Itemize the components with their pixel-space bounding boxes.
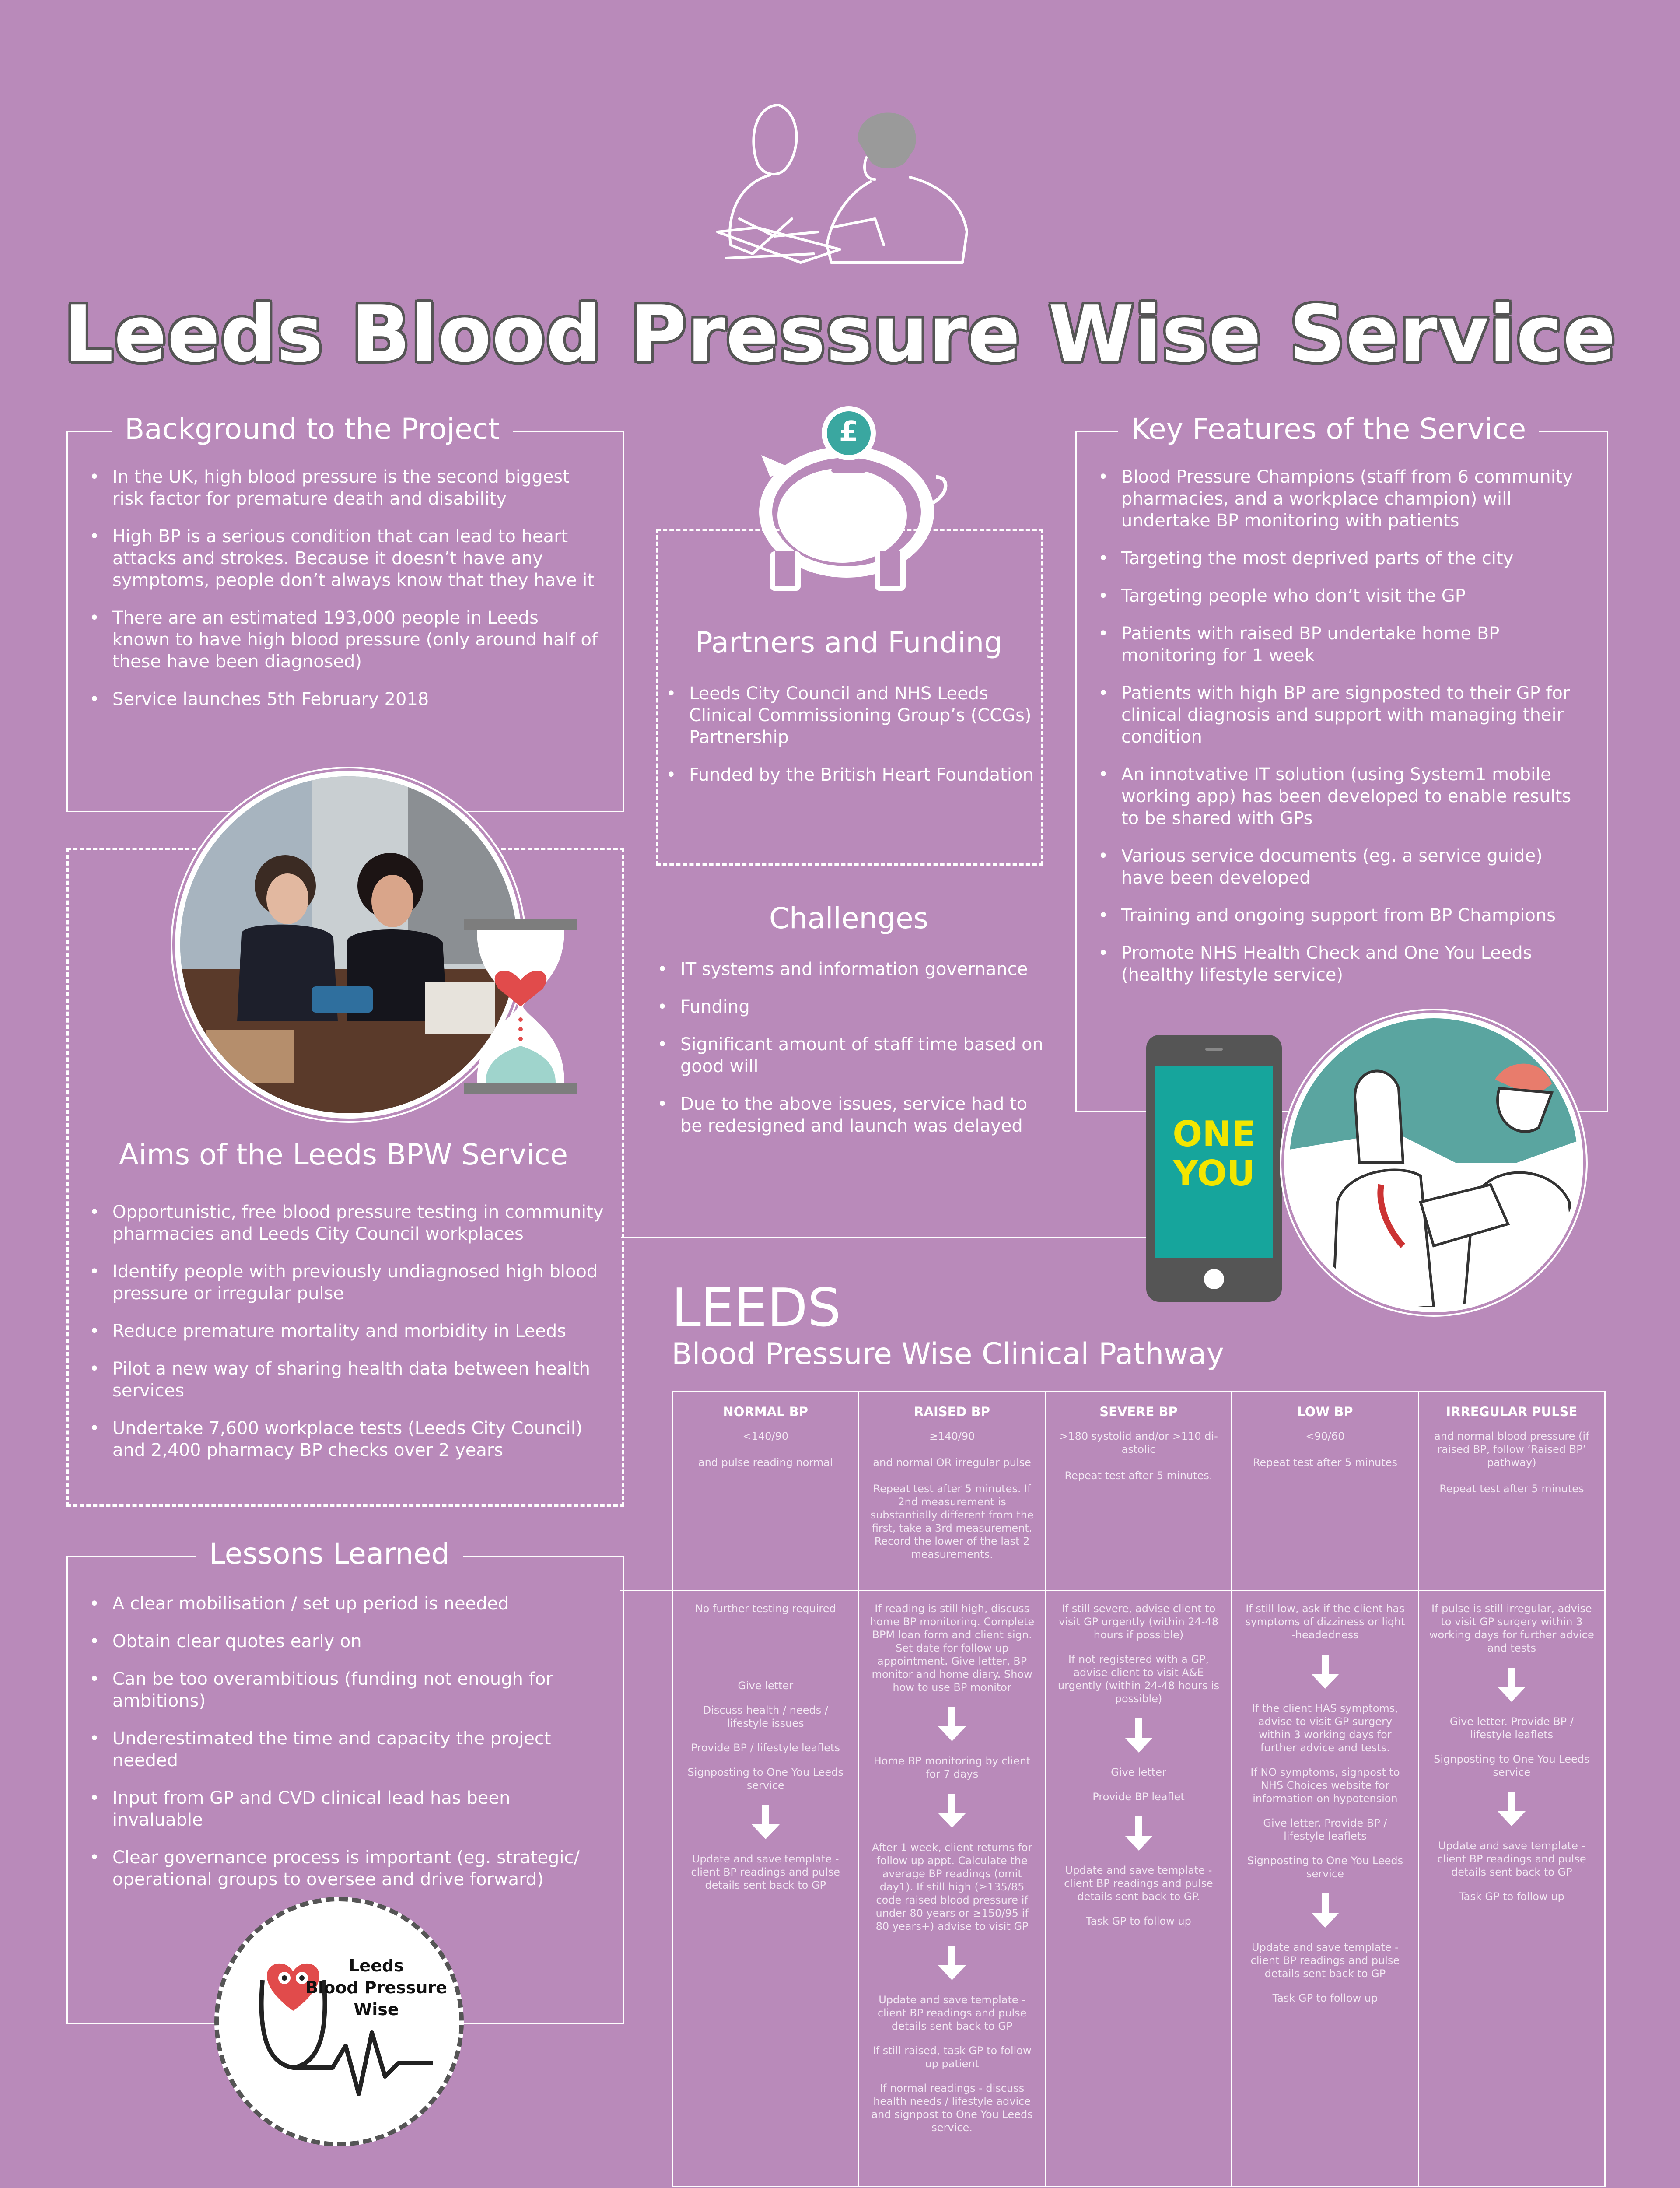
phone-text-you: YOU — [1172, 1153, 1256, 1194]
pathway-step-text: If not registered with a GP, advise client to visit A&E urgently (within 24-48 hours is possible) — [1057, 1653, 1220, 1705]
pathway-column — [673, 1392, 859, 2186]
list-item: • Obtain clear quotes early on — [66, 1630, 605, 1652]
currency-symbol: £ — [839, 416, 859, 448]
pathway-step-text: Home BP monitoring by client for 7 days — [873, 1755, 1031, 1780]
list-item: • Reduce premature mortality and morbidity in Leeds — [66, 1320, 609, 1342]
pathway-step-text: Give letter. Provide BP / lifestyle leaflets — [1449, 1715, 1574, 1741]
pathway-step-text: Provide BP / lifestyle leaflets — [691, 1742, 840, 1754]
pathway-column — [1232, 1392, 1419, 2186]
pathway-step-text: If the client HAS symptoms, advise to visit GP surgery within 3 working days for further advice and tests. — [1252, 1702, 1398, 1754]
doctor-illustration — [1284, 1013, 1583, 1312]
arrow-down-icon — [869, 1707, 1035, 1741]
list-item: • Opportunistic, free blood pressure testing in community pharmacies and Leeds City Council workplaces — [66, 1201, 609, 1245]
list-item: • Targeting people who don’t visit the GP — [1075, 585, 1587, 607]
list-item: • Undertake 7,600 workplace tests (Leeds City Council) and 2,400 pharmacy BP checks over 2 years — [66, 1417, 609, 1461]
lessons-heading: Lessons Learned — [196, 1537, 463, 1571]
aims-heading: Aims of the Leeds BPW Service — [119, 1138, 568, 1171]
list-item: • Patients with high BP are signposted to their GP for clinical diagnosis and support with managing their condition — [1075, 682, 1587, 748]
bpw-logo-line2: Blood Pressure — [305, 1978, 447, 1997]
pathway-step-text: Give letter — [738, 1680, 794, 1692]
list-item: • Leeds City Council and NHS Leeds Clinical Commissioning Group’s (CCGs) Partnership — [643, 683, 1037, 748]
pathway-step-text: Discuss health / needs / lifestyle issues — [703, 1704, 828, 1729]
list-item: • A clear mobilisation / set up period is needed — [66, 1593, 605, 1615]
pathway-column-title: IRREGULAR PULSE — [1446, 1404, 1578, 1419]
list-item: • High BP is a serious condition that can lead to heart attacks and strokes. Because it doesn’t have any symptoms, people don’t always know that they have it — [66, 526, 600, 591]
pathway-step-text: Update and save template - client BP readings and pulse details sent back to GP — [1250, 1941, 1400, 1980]
pathway-step-text: Give letter. Provide BP / lifestyle leaflets — [1263, 1817, 1387, 1842]
pathway-column-title: LOW BP — [1297, 1404, 1353, 1419]
background-list — [66, 466, 600, 726]
features-list — [1075, 466, 1587, 1002]
phone-text-one: ONE — [1172, 1114, 1256, 1154]
pathway-step-text: Update and save template - client BP readings and pulse details sent back to GP — [877, 1994, 1027, 2032]
arrow-down-icon — [1429, 1792, 1595, 1826]
spacer — [682, 1627, 848, 1679]
list-item: • Patients with raised BP undertake home BP monitoring for 1 week — [1075, 623, 1587, 666]
arrow-down-icon — [1056, 1816, 1222, 1851]
pathway-step-text: After 1 week, client returns for follow up appt. Calculate the average BP readings (omit day1). If still high (≥135/85 code raised blood pressure if under 80 years or ≥150/95 if 80 years+) advise to visit GP — [872, 1841, 1032, 1932]
header-illustration — [700, 88, 980, 271]
pathway-step-text: If NO symptoms, signpost to NHS Choices website for information on hypotension — [1250, 1766, 1400, 1805]
list-item: • Input from GP and CVD clinical lead has been invaluable — [66, 1787, 605, 1831]
list-item: • Targeting the most deprived parts of the city — [1075, 547, 1587, 569]
list-item: • Funded by the British Heart Foundation — [643, 764, 1037, 786]
arrow-down-icon — [869, 1794, 1035, 1828]
list-item: • Can be too overambitious (funding not enough for ambitions) — [66, 1668, 605, 1712]
pathway-criteria-text: >180 systolid and/or >110 di-astolic — [1059, 1430, 1218, 1455]
pathway-criteria-text: Repeat test after 5 minutes — [1253, 1456, 1398, 1469]
pathway-criteria-text: <140/90 — [742, 1430, 788, 1442]
list-item: • IT systems and information governance — [634, 958, 1046, 980]
list-item: • Service launches 5th February 2018 — [66, 688, 600, 710]
list-item: • Training and ongoing support from BP Champions — [1075, 905, 1587, 926]
pathway-step-text: Signposting to One You Leeds service — [1434, 1753, 1590, 1778]
list-item: • Due to the above issues, service had to be redesigned and launch was delayed — [634, 1093, 1046, 1137]
pathway-criteria-text: and normal blood pressure (if raised BP, follow ‘Raised BP’ pathway) — [1434, 1430, 1589, 1469]
list-item: • Pilot a new way of sharing health data between health services — [66, 1358, 609, 1402]
pathway-criteria-text: Repeat test after 5 minutes. — [1064, 1469, 1213, 1482]
pathway-table — [672, 1391, 1606, 2187]
features-heading: Key Features of the Service — [1118, 412, 1539, 446]
pathway-step-text: Update and save template - client BP readings and pulse details sent back to GP — [1437, 1840, 1586, 1878]
partners-list — [643, 683, 1037, 802]
pathway-step-text: If pulse is still irregular, advise to visit GP surgery within 3 working days for further advice and tests — [1429, 1602, 1594, 1654]
partners-heading: Partners and Funding — [695, 626, 1003, 659]
pathway-step-text: Task GP to follow up — [1086, 1915, 1191, 1927]
list-item: • Blood Pressure Champions (staff from 6 community pharmacies, and a workplace champion) will undertake BP monitoring with patients — [1075, 466, 1587, 532]
arrow-down-icon — [1242, 1893, 1408, 1928]
pathway-step-text: Signposting to One You Leeds service — [687, 1766, 844, 1792]
lessons-list — [66, 1593, 605, 1906]
pathway-step-text: Signposting to One You Leeds service — [1247, 1855, 1404, 1880]
arrow-down-icon — [1242, 1655, 1408, 1689]
pathway-step-text: If reading is still high, discuss home BP monitoring. Complete BPM loan form and client sign. Set date for follow up appointment. Give letter, BP monitor and home diary. Show how to use BP monitor — [870, 1602, 1035, 1694]
pathway-criteria-text: and pulse reading normal — [698, 1456, 833, 1469]
pathway-column — [1419, 1392, 1604, 2186]
pathway-step-text: Give letter — [1111, 1766, 1166, 1778]
pathway-step-text: Provide BP leaflet — [1092, 1791, 1185, 1803]
pathway-criteria-text: Repeat test after 5 minutes. If 2nd measurement is substantially different from the first, take a 3rd measurement. Record the lower of the last 2 measurements. — [870, 1483, 1034, 1560]
background-heading: Background to the Project — [112, 412, 513, 446]
list-item: • Clear governance process is important (eg. strategic/ operational groups to oversee and drive forward) — [66, 1847, 605, 1890]
challenges-list — [634, 958, 1046, 1153]
list-item: • Underestimated the time and capacity the project needed — [66, 1728, 605, 1771]
pathway-step-text: If normal readings - discuss health needs / lifestyle advice and signpost to One You Leeds service. — [871, 2082, 1033, 2134]
pathway-step-text: Task GP to follow up — [1459, 1890, 1564, 1903]
bpw-logo-line1: Leeds — [349, 1956, 404, 1975]
arrow-down-icon — [1056, 1718, 1222, 1753]
pathway-step-text: If still low, ask if the client has symptoms of dizziness or light -headedness — [1245, 1602, 1405, 1641]
pathway-column-title: RAISED BP — [914, 1404, 990, 1419]
list-item: • Significant amount of staff time based on good will — [634, 1034, 1046, 1077]
bpw-logo-line3: Wise — [354, 2000, 399, 2019]
pathway-column — [1046, 1392, 1232, 2186]
arrow-down-icon — [869, 1946, 1035, 1980]
aims-list — [66, 1201, 609, 1477]
list-item: • An innotvative IT solution (using System1 mobile working app) has been developed to enable results to be shared with GPs — [1075, 764, 1587, 829]
pathway-title: LEEDS — [672, 1278, 841, 1339]
pathway-column-title: NORMAL BP — [723, 1404, 808, 1419]
page-title: Leeds Blood Pressure Wise Service — [64, 289, 1616, 379]
pathway-step-text: No further testing required — [695, 1602, 836, 1615]
pathway-columns — [673, 1392, 1604, 2186]
pathway-subtitle: Blood Pressure Wise Clinical Pathway — [672, 1337, 1224, 1371]
arrow-down-icon — [682, 1805, 848, 1839]
list-item: • Promote NHS Health Check and One You Leeds (healthy lifestyle service) — [1075, 942, 1587, 986]
pathway-step-text: Task GP to follow up — [1272, 1992, 1378, 2004]
pathway-step-text: Update and save template - client BP readings and pulse details sent back to GP. — [1064, 1864, 1213, 1903]
phone-icon — [1146, 1035, 1282, 1302]
hourglass-icon — [459, 915, 582, 1098]
list-item: • There are an estimated 193,000 people in Leeds known to have high blood pressure (only around half of these have been diagnosed) — [66, 607, 600, 673]
pathway-criteria-text: and normal OR irregular pulse — [873, 1456, 1031, 1469]
list-item: • Various service documents (eg. a service guide) have been developed — [1075, 845, 1587, 889]
divider-line — [621, 1237, 1146, 1238]
pathway-column — [859, 1392, 1046, 2186]
list-item: • In the UK, high blood pressure is the second biggest risk factor for premature death and disability — [66, 466, 600, 510]
list-item: • Identify people with previously undiagnosed high blood pressure or irregular pulse — [66, 1261, 609, 1304]
pathway-step-text: If still raised, task GP to follow up patient — [872, 2044, 1032, 2070]
pathway-criteria-text: Repeat test after 5 minutes — [1439, 1483, 1584, 1495]
pathway-criteria-text: <90/60 — [1306, 1430, 1345, 1442]
pathway-step-text: If still severe, advise client to visit GP urgently (within 24-48 hours if possible) — [1058, 1602, 1219, 1641]
challenges-heading: Challenges — [769, 901, 929, 935]
arrow-down-icon — [1429, 1668, 1595, 1702]
bpw-logo — [214, 1897, 464, 2146]
list-item: • Funding — [634, 996, 1046, 1018]
pathway-criteria-text: ≥140/90 — [929, 1430, 975, 1442]
pathway-column-title: SEVERE BP — [1099, 1404, 1178, 1419]
pathway-step-text: Update and save template - client BP readings and pulse details sent back to GP — [691, 1853, 840, 1891]
